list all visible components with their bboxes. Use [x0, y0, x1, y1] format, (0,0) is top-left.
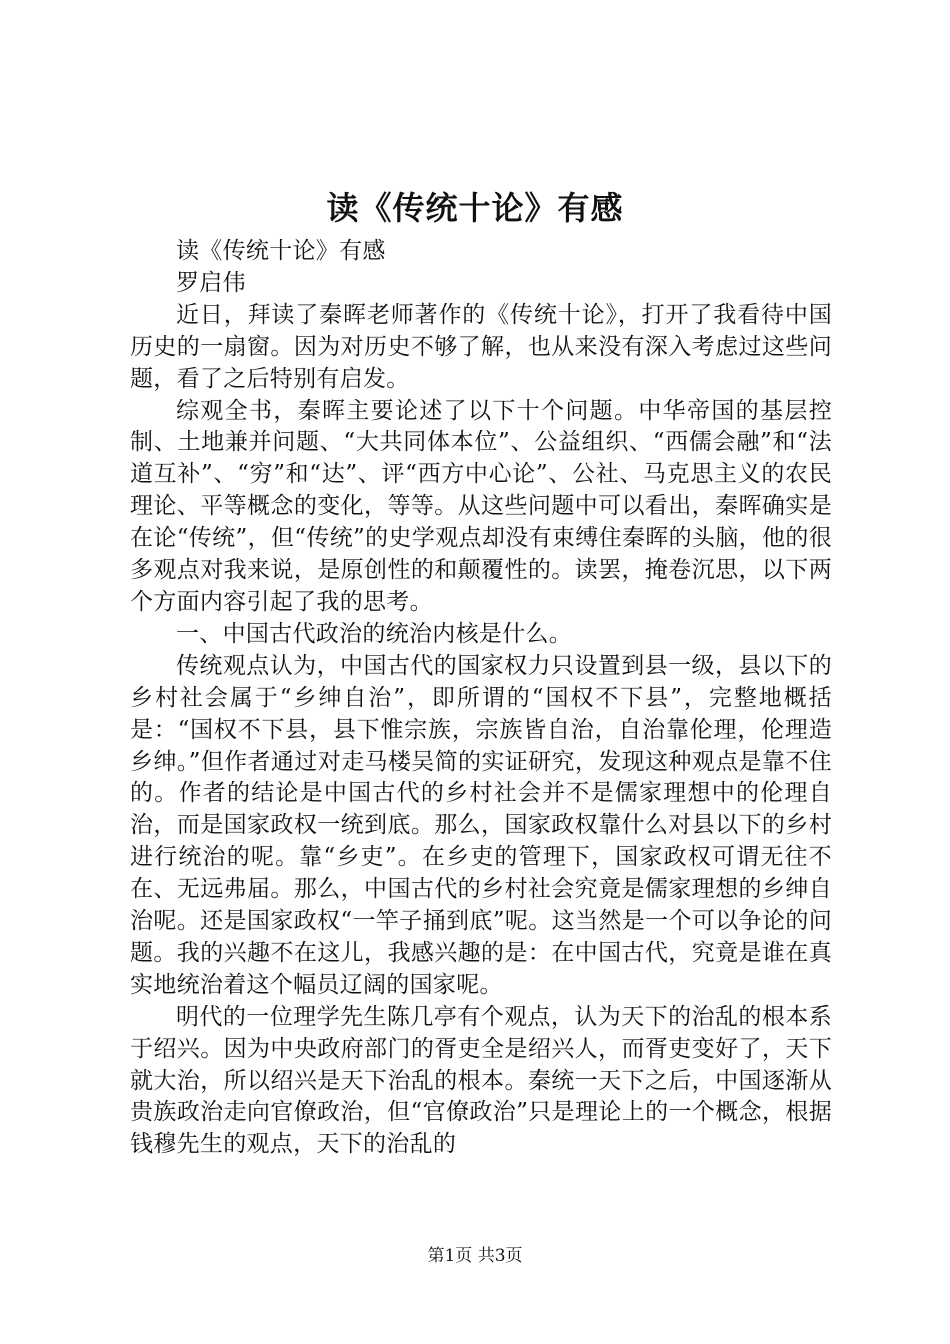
section-heading: 一、中国古代政治的统治内核是什么。	[176, 620, 573, 647]
paragraph: 近日，拜读了秦晖老师著作的《传统十论》，打开了我看待中国历史的一扇窗。因为对历史不够了解，也从来没有深入考虑过这些问题，看了之后特别有启发。	[130, 301, 832, 392]
paragraph-author: 罗启伟	[176, 269, 246, 296]
document-body	[130, 236, 832, 1161]
paragraph: 综观全书，秦晖主要论述了以下十个问题。中华帝国的基层控制、土地兼并问题、“大共同体本位”、公益组织、“西儒会融”和“法道互补”、“穷”和“达”、评“西方中心论”、公社、马克思主义的农民理论、平等概念的变化，等等。从这些问题中可以看出，秦晖确实是在论“传统”，但“传统”的史学观点却没有束缚住秦晖的头脑，他的很多观点对我来说，是原创性的和颠覆性的。读罢，掩卷沉思，以下两个方面内容引起了我的思考。	[130, 397, 832, 615]
paragraph: 明代的一位理学先生陈几亭有个观点，认为天下的治乱的根本系于绍兴。因为中央政府部门的胥吏全是绍兴人，而胥吏变好了，天下就大治，所以绍兴是天下治乱的根本。秦统一天下之后，中国逐渐从贵族政治走向官僚政治，但“官僚政治”只是理论上的一个概念，根据钱穆先生的观点，天下的治乱的	[130, 1003, 832, 1158]
document-title: 读《传统十论》有感	[326, 189, 624, 227]
paragraph: 传统观点认为，中国古代的国家权力只设置到县一级，县以下的乡村社会属于“乡绅自治”，即所谓的“国权不下县”，完整地概括是：“国权不下县，县下惟宗族，宗族皆自治，自治靠伦理，伦理造乡绅。”但作者通过对走马楼吴简的实证研究，发现这种观点是靠不住的。作者的结论是中国古代的乡村社会并不是儒家理想中的伦理自治，而是国家政权一统到底。那么，国家政权靠什么对县以下的乡村进行统治的呢。靠“乡吏”。在乡吏的管理下，国家政权可谓无往不在、无远弗届。那么，中国古代的乡村社会究竟是儒家理想的乡绅自治呢。还是国家政权“一竿子捅到底”呢。这当然是一个可以争论的问题。我的兴趣不在这儿，我感兴趣的是：在中国古代，究竟是谁在真实地统治着这个幅员辽阔的国家呢。	[130, 652, 832, 998]
paragraph-subtitle: 读《传统十论》有感	[176, 238, 386, 264]
page-footer: 第1页 共3页	[427, 1246, 523, 1266]
